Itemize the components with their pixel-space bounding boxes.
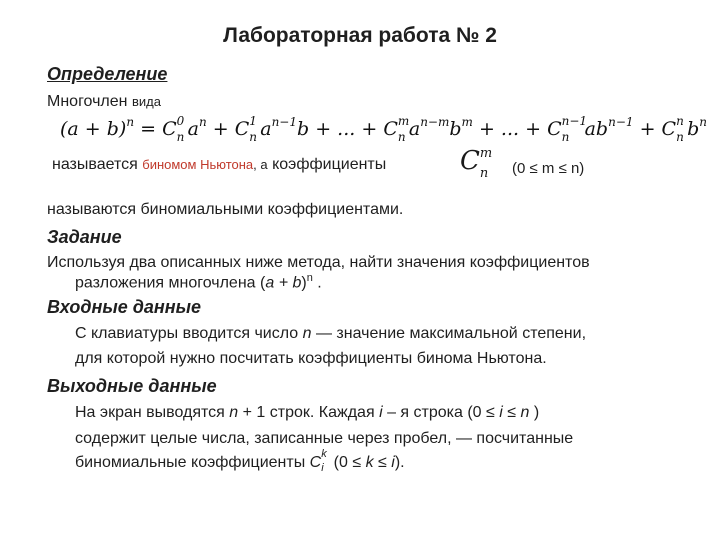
output-line1-var: n bbox=[229, 404, 239, 421]
output-line3-pre: биномиальные коэффициенты bbox=[75, 454, 306, 472]
called-mid: , а bbox=[253, 157, 268, 172]
formula-plus1: + bbox=[212, 118, 229, 140]
task-line2-pre: разложения многочлена ( bbox=[75, 274, 266, 292]
definition-called-line2: называются биномиальными коэффициентами. bbox=[47, 201, 404, 218]
definition-intro-small: вида bbox=[131, 94, 161, 109]
output-line1-pre: На экран выводятся bbox=[75, 404, 225, 421]
coef-c: C bbox=[460, 146, 480, 176]
task-line2-math: a + b bbox=[265, 274, 302, 292]
output-line3-end: ). bbox=[394, 454, 405, 472]
output-line3 bbox=[75, 448, 405, 474]
output-line3-i: i bbox=[321, 462, 324, 474]
formula-term1-top: 0 bbox=[176, 114, 185, 128]
formula-term2-top: 1 bbox=[249, 114, 257, 128]
task-line2-end: . bbox=[317, 274, 322, 292]
formula-term5-bot: n bbox=[676, 130, 684, 144]
output-line2: содержит целые числа, записанные через пробел, — посчитанные bbox=[75, 430, 574, 447]
formula-term2-var: a bbox=[260, 118, 272, 140]
input-heading: Входные данные bbox=[47, 297, 201, 317]
formula-term3-bexp: m bbox=[461, 115, 473, 129]
formula-plus2: + bbox=[639, 118, 656, 140]
task-line2-exp: n bbox=[306, 272, 313, 284]
formula-term1-c: C bbox=[162, 118, 177, 140]
called-red-term: биномом Ньютона bbox=[142, 157, 254, 172]
formula-term3-top: m bbox=[397, 114, 410, 128]
formula-term3-c: C bbox=[383, 118, 398, 140]
coef-top: m bbox=[479, 145, 493, 161]
formula-term4-top: n−1 bbox=[561, 114, 588, 128]
formula-term5-top: n bbox=[676, 114, 684, 128]
page-title: Лабораторная работа № 2 bbox=[223, 24, 497, 47]
definition-heading: Определение bbox=[47, 64, 168, 84]
formula-term5-c: C bbox=[661, 118, 677, 140]
output-line1-mid: + 1 строк. Каждая bbox=[242, 404, 375, 421]
output-line3-k: k bbox=[321, 448, 327, 460]
coef-bot: n bbox=[479, 165, 489, 181]
coefficient-symbol bbox=[460, 146, 494, 182]
formula-term3-exp: n−m bbox=[420, 115, 450, 129]
formula-term3-b: b bbox=[449, 118, 462, 140]
output-line3-c: C bbox=[309, 454, 322, 472]
output-line1-end: ) bbox=[533, 404, 540, 421]
input-line1-var: n bbox=[302, 325, 312, 342]
formula-term4-exp: n−1 bbox=[608, 115, 634, 129]
formula-term2-exp: n−1 bbox=[271, 115, 297, 129]
formula-eq: = bbox=[140, 118, 157, 140]
called-prefix: называется bbox=[52, 156, 138, 173]
formula-term1-exp: n bbox=[198, 115, 207, 129]
output-line3-ivar: i bbox=[391, 454, 395, 472]
output-line3-open: (0 ≤ bbox=[333, 454, 362, 472]
formula-term2-bot: n bbox=[249, 130, 257, 144]
task-heading: Задание bbox=[47, 227, 122, 247]
formula-lhs-exp: n bbox=[126, 115, 135, 129]
output-line3-le: ≤ bbox=[378, 454, 387, 472]
formula-term5-exp: n bbox=[699, 115, 707, 129]
output-line1-mid2: – я строка (0 ≤ bbox=[387, 404, 495, 421]
input-line2: для которой нужно посчитать коэффициенты бинома Ньютона. bbox=[75, 350, 547, 367]
task-line2 bbox=[75, 272, 322, 292]
formula-term2-b: b bbox=[297, 118, 310, 140]
output-line3-kvar: k bbox=[365, 454, 374, 472]
output-line1-i2: i bbox=[499, 404, 503, 421]
formula-term5-var: b bbox=[687, 118, 700, 140]
output-line1-n: n bbox=[520, 404, 530, 421]
binomial-formula bbox=[60, 114, 707, 144]
formula-term3-bot: n bbox=[397, 130, 406, 144]
input-line1-pre: С клавиатуры вводится число bbox=[75, 325, 299, 342]
definition-intro bbox=[47, 93, 161, 111]
definition-intro-main: Многочлен bbox=[47, 93, 128, 110]
formula-dots2: + ... + bbox=[478, 118, 542, 140]
formula-term4-var: ab bbox=[584, 118, 609, 140]
formula-dots1: + ... + bbox=[315, 118, 378, 140]
formula-term3-var: a bbox=[408, 118, 421, 140]
called-suffix: коэффициенты bbox=[272, 156, 387, 173]
task-line2-post: ) bbox=[301, 274, 307, 292]
task-line1: Используя два описанных ниже метода, найти значения коэффициентов bbox=[47, 254, 590, 271]
input-line1-post: — значение максимальной степени, bbox=[315, 325, 587, 342]
formula-lhs: (a + b) bbox=[60, 118, 127, 140]
coefficient-range: (0 ≤ m ≤ n) bbox=[512, 160, 585, 177]
formula-term1-bot: n bbox=[176, 130, 185, 144]
output-heading: Выходные данные bbox=[47, 376, 217, 396]
input-line1 bbox=[75, 325, 586, 343]
definition-called-line bbox=[52, 156, 386, 174]
output-line1-le: ≤ bbox=[507, 404, 517, 421]
output-line1 bbox=[75, 404, 539, 422]
formula-term4-c: C bbox=[547, 118, 562, 140]
formula-term1-var: a bbox=[187, 118, 199, 140]
output-line1-i: i bbox=[379, 404, 383, 421]
formula-term2-c: C bbox=[234, 118, 250, 140]
formula-term4-bot: n bbox=[561, 130, 570, 144]
